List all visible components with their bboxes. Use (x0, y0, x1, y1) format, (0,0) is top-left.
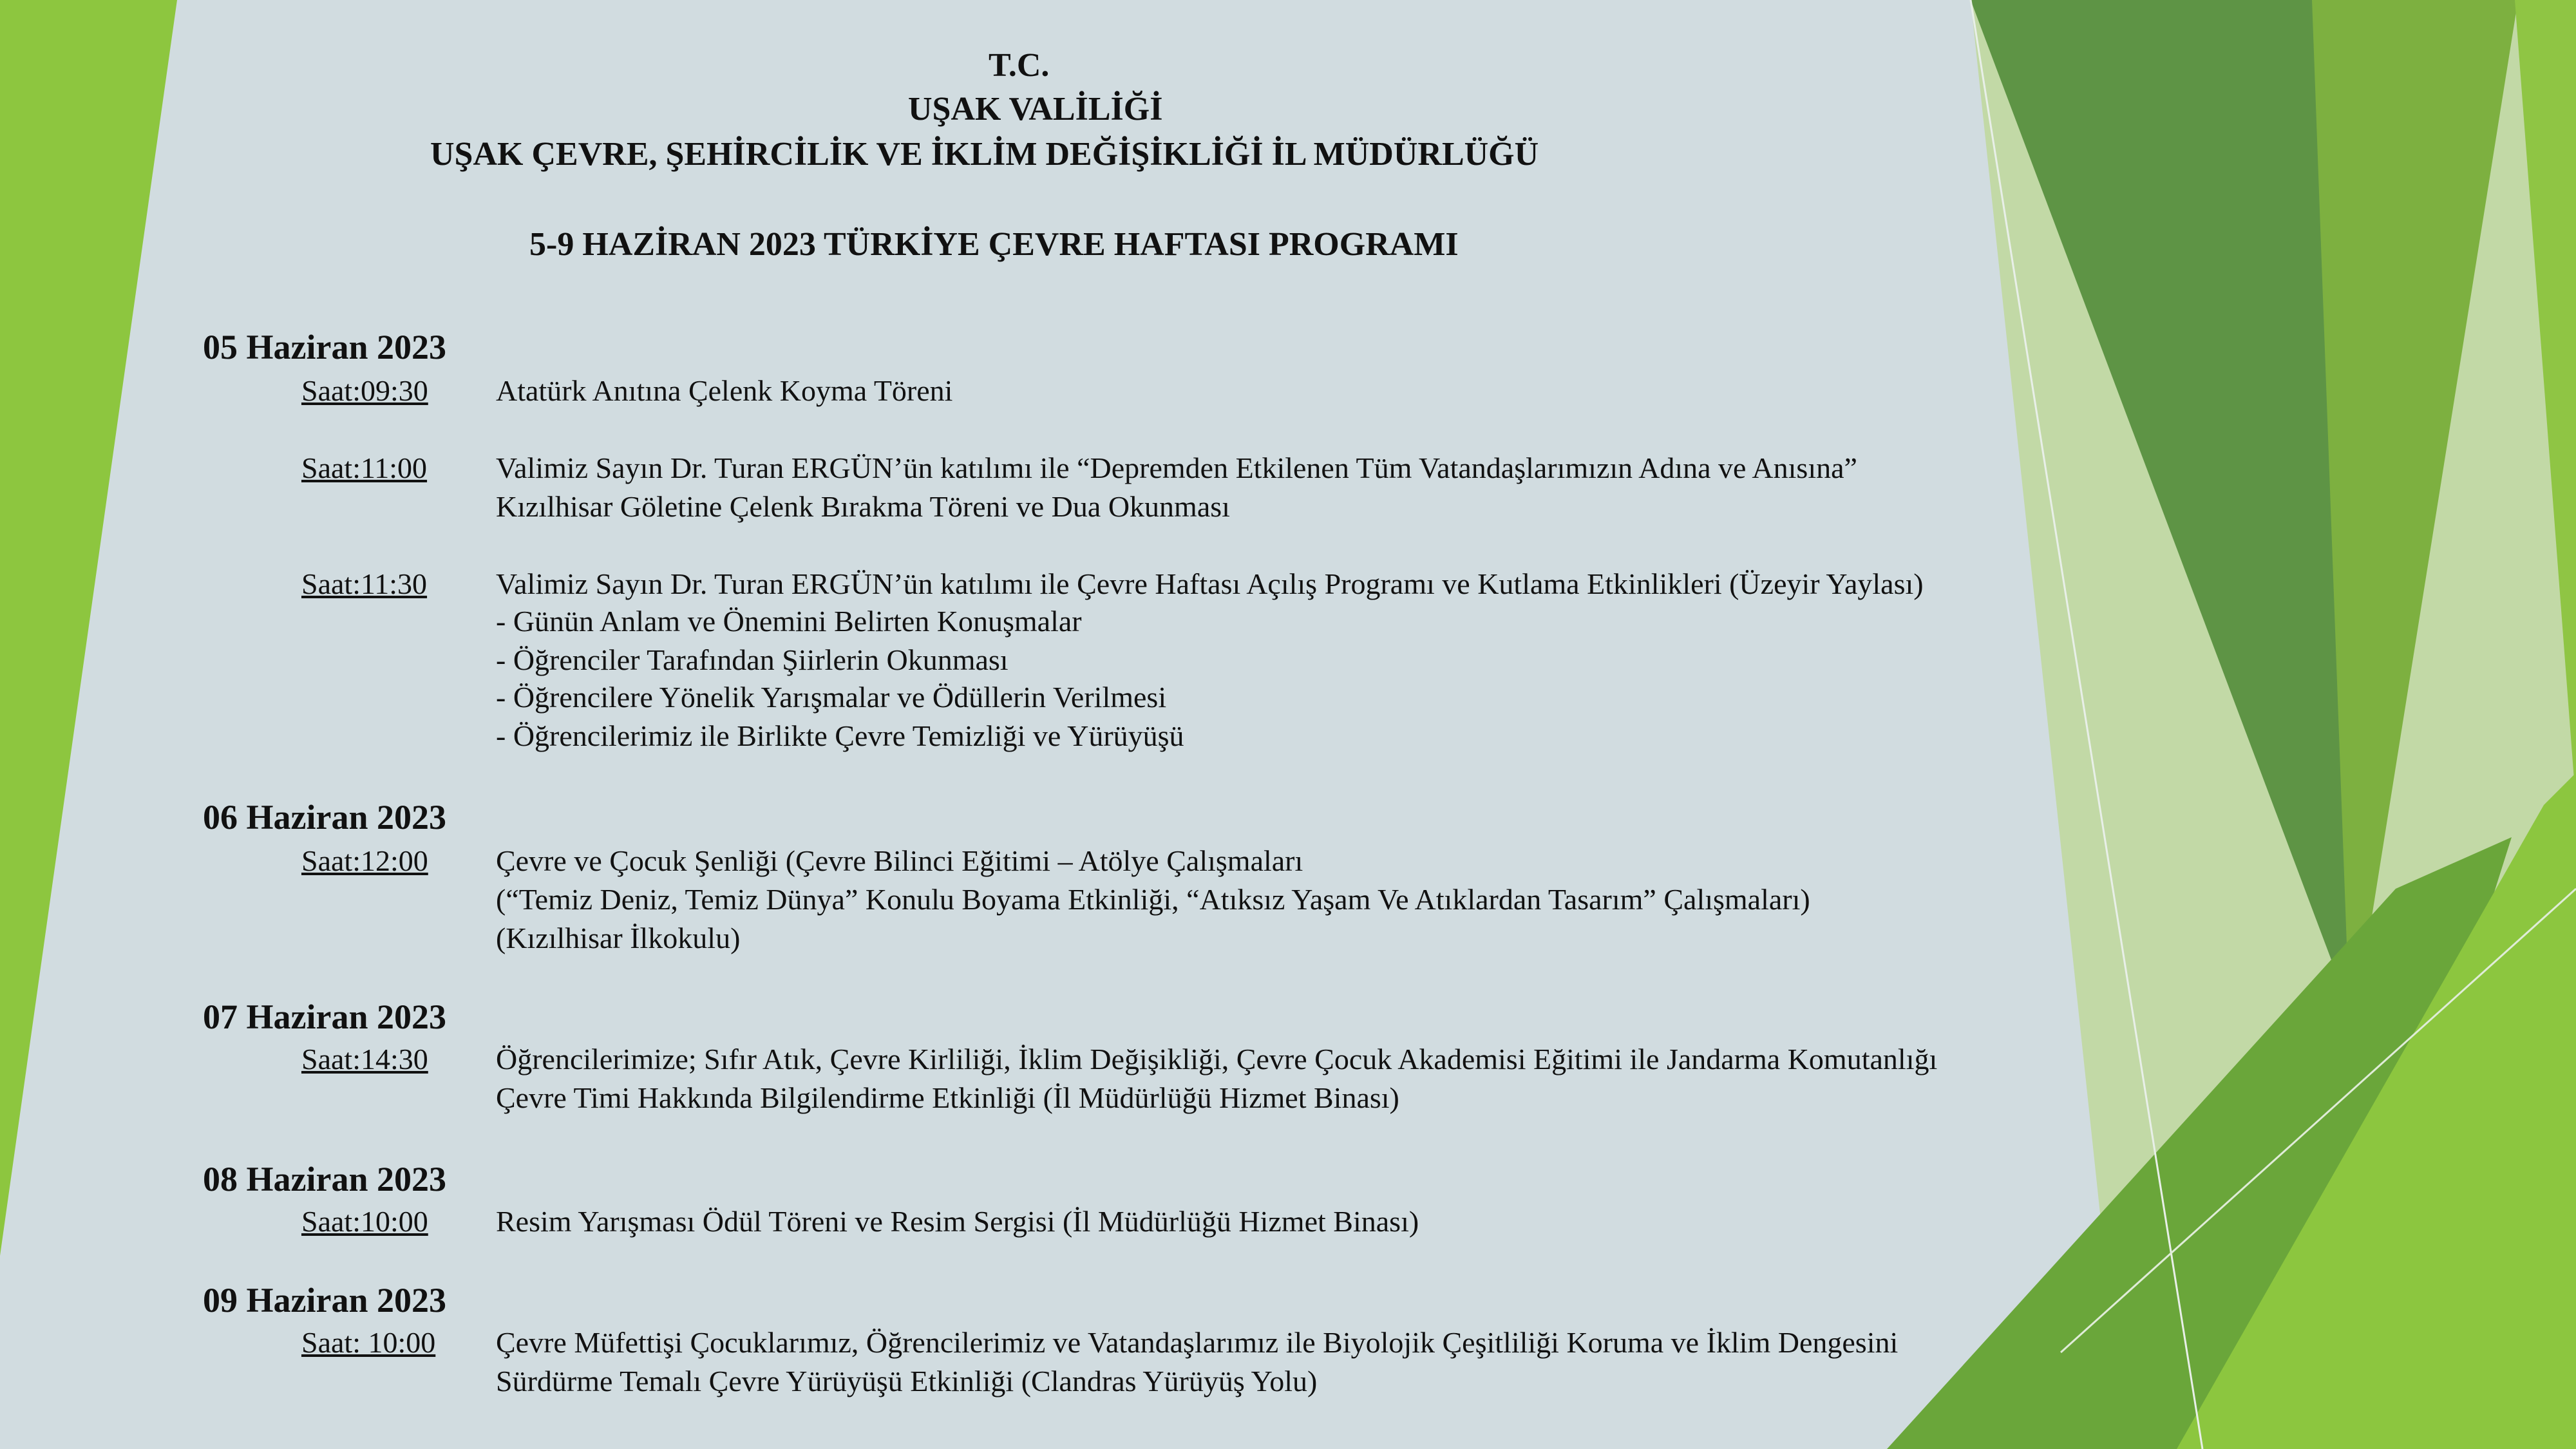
event-time: Saat:11:00 (301, 451, 428, 484)
day-date: 09 Haziran 2023 (203, 1281, 446, 1320)
event-line: Çevre Müfettişi Çocuklarımız, Öğrencilerimiz ve Vatandaşlarımız ile Biyolojik Çeşitliliği Koruma ve İklim Dengesini (496, 1326, 1899, 1359)
event-line: Sürdürme Temalı Çevre Yürüyüşü Etkinliği (Clandras Yürüyüş Yolu) (496, 1365, 1318, 1397)
day-date: 07 Haziran 2023 (203, 998, 446, 1036)
event-line: Öğrencilerimize; Sıfır Atık, Çevre Kirliliği, İklim Değişikliği, Çevre Çocuk Akademisi Eğitimi ile Jandarma Komutanlığı (496, 1043, 1938, 1075)
event-line: - Günün Anlam ve Önemini Belirten Konuşmalar (496, 605, 1082, 638)
header-line-2: UŞAK VALİLİĞİ (908, 91, 1163, 128)
event-line: Çevre Timi Hakkında Bilgilendirme Etkinliği (İl Müdürlüğü Hizmet Binası) (496, 1081, 1399, 1114)
event-line: (“Temiz Deniz, Temiz Dünya” Konulu Boyama Etkinliği, “Atıksız Yaşam Ve Atıklardan Tasarım” Çalışmaları) (496, 883, 1810, 916)
event-line: - Öğrencilere Yönelik Yarışmalar ve Ödüllerin Verilmesi (496, 681, 1167, 714)
event-line: Kızılhisar Göletine Çelenk Bırakma Töreni ve Dua Okunması (496, 490, 1230, 523)
day-date: 06 Haziran 2023 (203, 798, 446, 837)
event-line: (Kızılhisar İlkokulu) (496, 922, 741, 954)
event-line: Resim Yarışması Ödül Töreni ve Resim Sergisi (İl Müdürlüğü Hizmet Binası) (496, 1205, 1419, 1238)
event-line: Atatürk Anıtına Çelenk Koyma Töreni (496, 374, 953, 407)
header-line-3: UŞAK ÇEVRE, ŞEHİRCİLİK VE İKLİM DEĞİŞİKLİĞİ İL MÜDÜRLÜĞÜ (430, 136, 1539, 173)
day-date: 08 Haziran 2023 (203, 1160, 446, 1198)
event-time: Saat:09:30 (301, 374, 428, 407)
header-line-1: T.C. (989, 47, 1050, 84)
event-line: Valimiz Sayın Dr. Turan ERGÜN’ün katılımı ile “Depremden Etkilenen Tüm Vatandaşlarımızın Adına ve Anısına” (496, 451, 1857, 484)
day-date: 05 Haziran 2023 (203, 328, 446, 366)
event-time: Saat:11:30 (301, 567, 428, 600)
event-time: Saat:14:30 (301, 1043, 428, 1075)
event-line: - Öğrenciler Tarafından Şiirlerin Okunması (496, 643, 1009, 676)
event-line: - Öğrencilerimiz ile Birlikte Çevre Temizliği ve Yürüyüşü (496, 719, 1184, 752)
event-line: Çevre ve Çocuk Şenliği (Çevre Bilinci Eğitimi – Atölye Çalışmaları (496, 844, 1303, 877)
event-line: Valimiz Sayın Dr. Turan ERGÜN’ün katılımı ile Çevre Haftası Açılış Programı ve Kutlama Etkinlikleri (Üzeyir Yaylası) (496, 567, 1924, 600)
event-time: Saat:10:00 (301, 1205, 428, 1238)
event-time: Saat: 10:00 (301, 1326, 436, 1359)
event-time: Saat:12:00 (301, 844, 428, 877)
program-title: 5-9 HAZİRAN 2023 TÜRKİYE ÇEVRE HAFTASI PROGRAMI (529, 226, 1459, 263)
